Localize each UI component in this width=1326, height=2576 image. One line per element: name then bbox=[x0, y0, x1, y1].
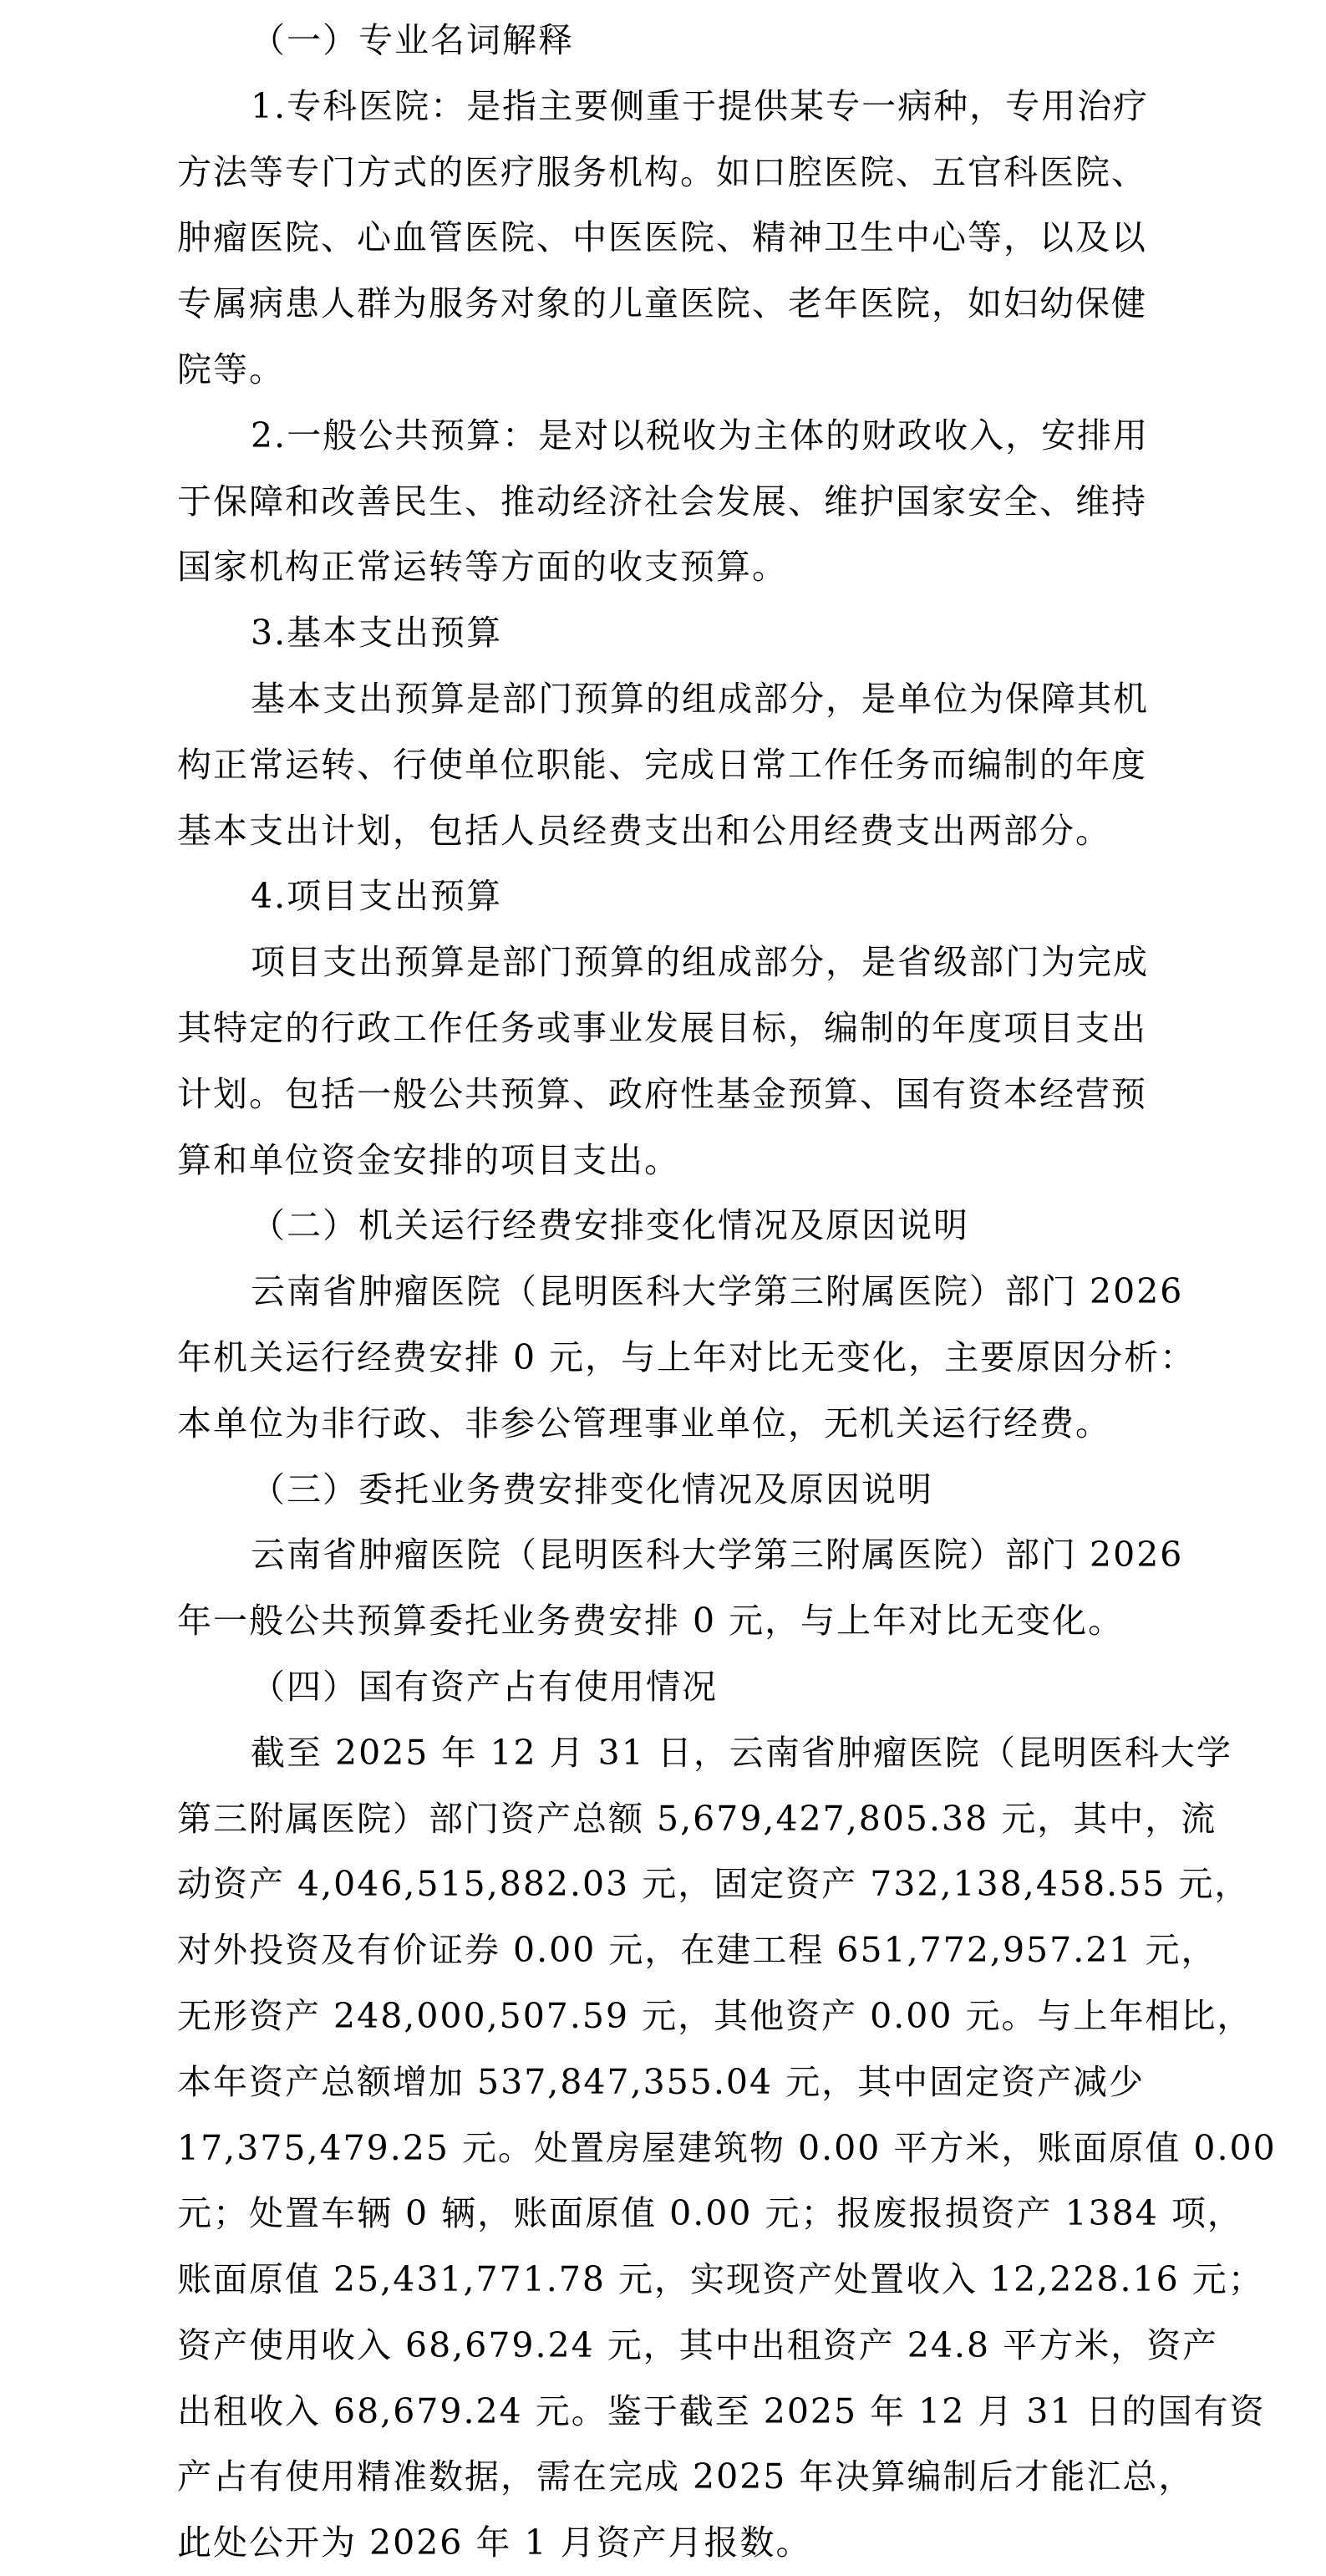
paragraph-line: 1.专科医院：是指主要侧重于提供某专一病种，专用治疗 bbox=[251, 85, 1150, 126]
paragraph-line: 对外投资及有价证券 0.00 元，在建工程 651,772,957.21 元， bbox=[177, 1930, 1217, 1971]
paragraph-line: 方法等专门方式的医疗服务机构。如口腔医院、五官科医院、 bbox=[177, 151, 1147, 192]
paragraph-line: 国家机构正常运转等方面的收支预算。 bbox=[177, 547, 788, 588]
paragraph-line: 构正常运转、行使单位职能、完成日常工作任务而编制的年度 bbox=[177, 744, 1147, 785]
paragraph-line: 本年资产总额增加 537,847,355.04 元，其中固定资产减少 bbox=[177, 2061, 1146, 2102]
paragraph-line: 元；处置车辆 0 辆，账面原值 0.00 元；报废报损资产 1384 项， bbox=[177, 2193, 1243, 2234]
paragraph-line: 专属病患人群为服务对象的儿童医院、老年医院，如妇幼保健 bbox=[177, 283, 1147, 324]
paragraph-line: 资产使用收入 68,679.24 元，其中出租资产 24.8 平方米，资产 bbox=[177, 2324, 1219, 2365]
paragraph-line: 出租收入 68,679.24 元。鉴于截至 2025 年 12 月 31 日的国有资 bbox=[177, 2390, 1266, 2431]
paragraph-line: 第三附属医院）部门资产总额 5,679,427,805.38 元，其中，流 bbox=[177, 1798, 1217, 1839]
paragraph-line: 肿瘤医院、心血管医院、中医医院、精神卫生中心等，以及以 bbox=[177, 217, 1147, 258]
paragraph-line: 云南省肿瘤医院（昆明医科大学第三附属医院）部门 2026 bbox=[251, 1271, 1184, 1312]
section-heading-3: （三）委托业务费安排变化情况及原因说明 bbox=[251, 1469, 933, 1509]
paragraph-line: 院等。 bbox=[177, 349, 285, 389]
section-heading-4: （四）国有资产占有使用情况 bbox=[251, 1666, 718, 1707]
paragraph-line: 本单位为非行政、非参公管理事业单位，无机关运行经费。 bbox=[177, 1403, 1111, 1443]
paragraph-line: 17,375,479.25 元。处置房屋建筑物 0.00 平方米，账面原值 0.00 bbox=[177, 2127, 1277, 2168]
paragraph-line: 无形资产 248,000,507.59 元，其他资产 0.00 元。与上年相比， bbox=[177, 1995, 1253, 2036]
paragraph-line: 截至 2025 年 12 月 31 日，云南省肿瘤医院（昆明医科大学 bbox=[251, 1732, 1232, 1773]
paragraph-line: 年机关运行经费安排 0 元，与上年对比无变化，主要原因分析： bbox=[177, 1336, 1196, 1377]
paragraph-line: 基本支出预算是部门预算的组成部分，是单位为保障其机 bbox=[251, 678, 1149, 719]
subheading-project-expenditure: 4.项目支出预算 bbox=[251, 876, 503, 917]
paragraph-line: 此处公开为 2026 年 1 月资产月报数。 bbox=[177, 2523, 812, 2563]
paragraph-line: 项目支出预算是部门预算的组成部分，是省级部门为完成 bbox=[251, 942, 1149, 983]
paragraph-line: 于保障和改善民生、推动经济社会发展、维护国家安全、维持 bbox=[177, 481, 1147, 522]
section-heading-2: （二）机关运行经费安排变化情况及原因说明 bbox=[251, 1205, 969, 1246]
paragraph-line: 基本支出计划，包括人员经费支出和公用经费支出两部分。 bbox=[177, 810, 1111, 851]
paragraph-line: 产占有使用精准数据，需在完成 2025 年决算编制后才能汇总， bbox=[177, 2456, 1195, 2497]
paragraph-line: 计划。包括一般公共预算、政府性基金预算、国有资本经营预 bbox=[177, 1073, 1147, 1114]
paragraph-line: 云南省肿瘤医院（昆明医科大学第三附属医院）部门 2026 bbox=[251, 1535, 1184, 1576]
subheading-basic-expenditure: 3.基本支出预算 bbox=[251, 613, 503, 654]
paragraph-line: 账面原值 25,431,771.78 元，实现资产处置收入 12,228.16 元； bbox=[177, 2259, 1264, 2300]
section-heading-1: （一）专业名词解释 bbox=[251, 20, 574, 60]
paragraph-line: 2.一般公共预算：是对以税收为主体的财政收入，安排用 bbox=[251, 415, 1150, 456]
paragraph-line: 动资产 4,046,515,882.03 元，固定资产 732,138,458.55 元， bbox=[177, 1864, 1251, 1905]
paragraph-line: 其特定的行政工作任务或事业发展目标，编制的年度项目支出 bbox=[177, 1007, 1147, 1048]
paragraph-line: 年一般公共预算委托业务费安排 0 元，与上年对比无变化。 bbox=[177, 1601, 1125, 1642]
document-body bbox=[177, 8, 1277, 2576]
paragraph-line: 算和单位资金安排的项目支出。 bbox=[177, 1139, 680, 1180]
